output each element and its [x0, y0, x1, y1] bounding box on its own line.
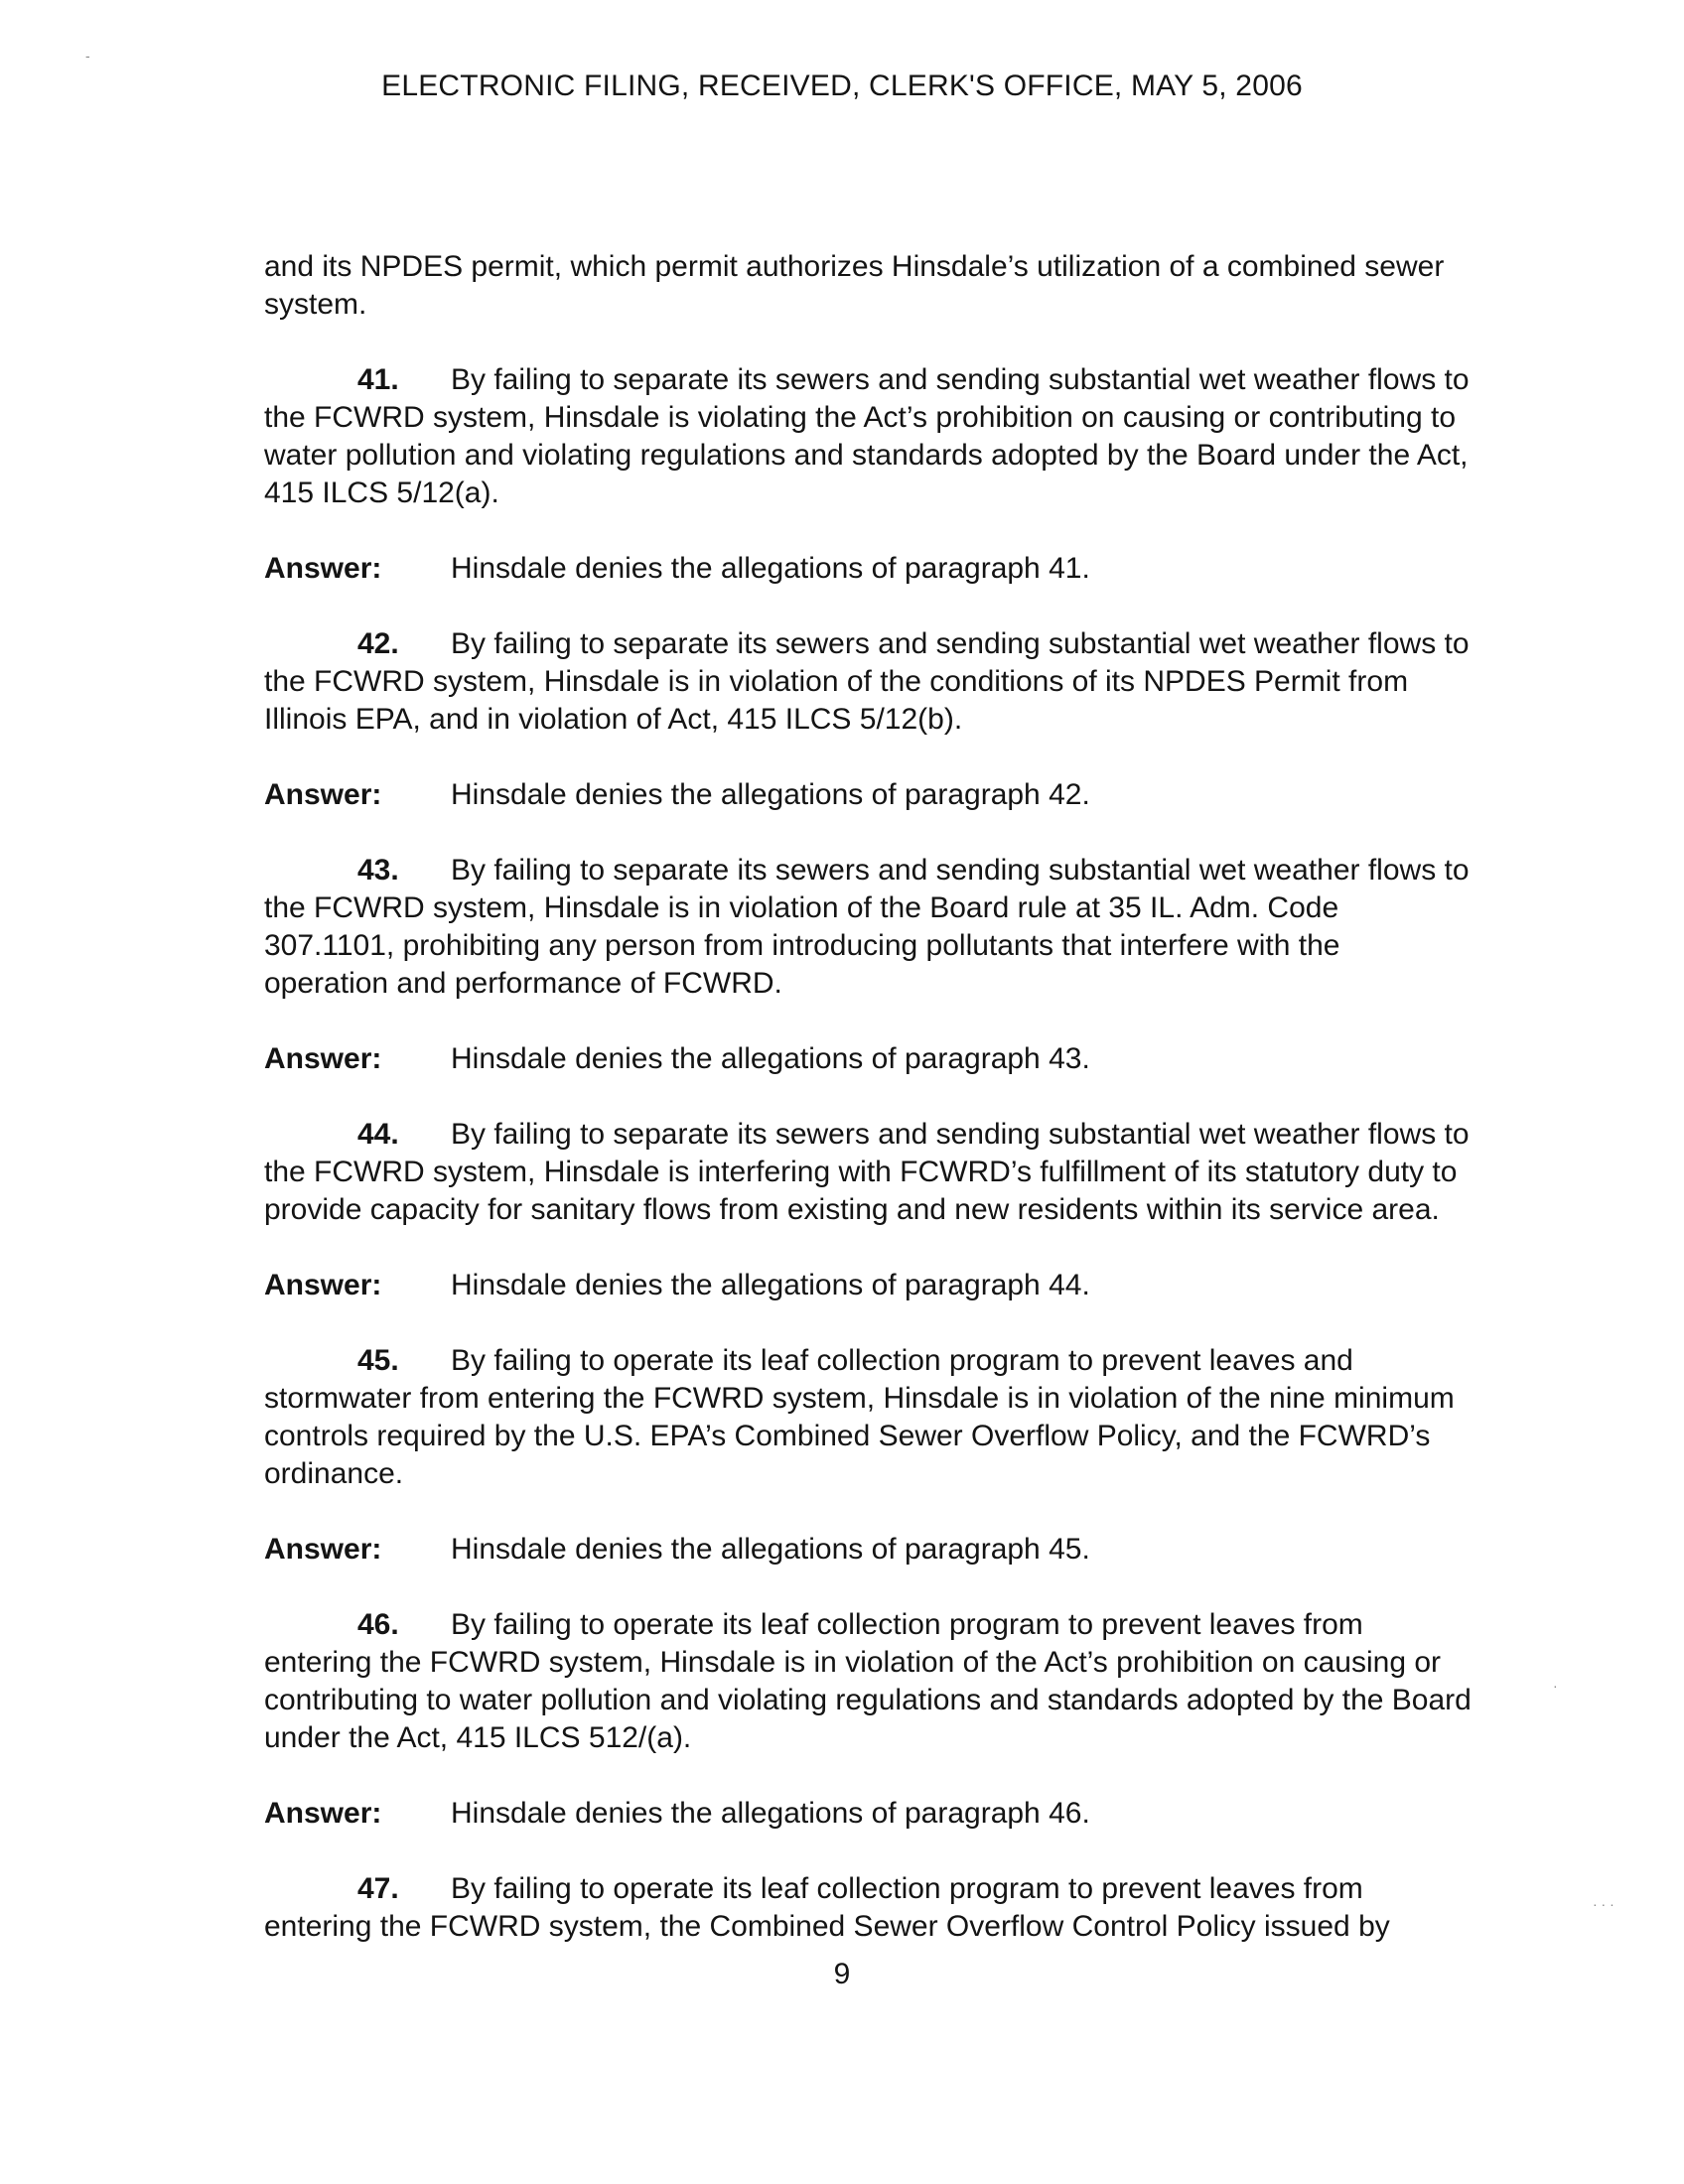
allegation-paragraph-43: [264, 852, 1472, 1003]
answer-text: Hinsdale denies the allegations of paragraph 46.: [451, 1797, 1090, 1830]
paragraph-number: 45.: [357, 1344, 399, 1377]
answer-label: Answer:: [264, 1797, 382, 1830]
answer-42: [264, 776, 1472, 814]
paragraph-number: 41.: [357, 363, 399, 396]
allegation-paragraph-44: [264, 1116, 1472, 1229]
answer-41: [264, 550, 1472, 588]
paragraph-number: 47.: [357, 1872, 399, 1905]
paragraph-text: By failing to separate its sewers and sending substantial wet weather flows to the FCWRD system, Hinsdale is in violation of the conditions of its NPDES Permit from Illinois EPA, and in violation of Act, 415 ILCS 5/12(b).: [264, 627, 1470, 736]
allegation-paragraph-46: [264, 1606, 1472, 1757]
filing-stamp-header: ELECTRONIC FILING, RECEIVED, CLERK'S OFFICE, MAY 5, 2006: [381, 69, 1303, 102]
allegation-paragraph-47: [264, 1870, 1472, 1946]
paragraph-text: By failing to separate its sewers and sending substantial wet weather flows to the FCWRD system, Hinsdale is violating the Act’s prohibition on causing or contributing to water pollution and violating regulations and standards adopted by the Board under the Act, 415 ILCS 5/12(a).: [264, 363, 1470, 509]
paragraph-text: By failing to operate its leaf collection program to prevent leaves from entering the FCWRD system, Hinsdale is in violation of the Act’s prohibition on causing or contributing to water pollution and violating regulations and standards adopted by the Board under the Act, 415 ILCS 512/(a).: [264, 1608, 1472, 1754]
scan-speck: · · ·: [1593, 1896, 1614, 1912]
scan-speck: ·: [1553, 1678, 1558, 1694]
paragraph-number: 42.: [357, 627, 399, 660]
page-number: 9: [833, 1958, 851, 1990]
document-body: [264, 248, 1472, 1983]
paragraph-text: By failing to separate its sewers and sending substantial wet weather flows to the FCWRD system, Hinsdale is interfering with FCWRD’s fulfillment of its statutory duty to provide capacity for sanitary flows from existing and new residents within its service area.: [264, 1118, 1470, 1226]
paragraph-text: By failing to separate its sewers and sending substantial wet weather flows to the FCWRD system, Hinsdale is in violation of the Board rule at 35 IL. Adm. Code 307.1101, prohibiting any person from introducing pollutants that interfere with the operation and performance of FCWRD.: [264, 854, 1470, 1000]
allegation-paragraph-42: [264, 625, 1472, 739]
answer-43: [264, 1040, 1472, 1078]
answer-text: Hinsdale denies the allegations of paragraph 42.: [451, 778, 1090, 811]
answer-label: Answer:: [264, 778, 382, 811]
answer-46: [264, 1795, 1472, 1833]
answer-label: Answer:: [264, 1533, 382, 1566]
answer-label: Answer:: [264, 1269, 382, 1301]
paragraph-number: 43.: [357, 854, 399, 887]
answer-label: Answer:: [264, 1042, 382, 1075]
paragraph-number: 46.: [357, 1608, 399, 1641]
scan-speck: -: [85, 48, 90, 64]
allegation-paragraph-45: [264, 1342, 1472, 1493]
intro-paragraph: and its NPDES permit, which permit authorizes Hinsdale’s utilization of a combined sewer system.: [264, 250, 1445, 321]
paragraph-text: By failing to operate its leaf collection program to prevent leaves and stormwater from entering the FCWRD system, Hinsdale is in violation of the nine minimum controls required by the U.S. EPA’s Combined Sewer Overflow Policy, and the FCWRD’s ordinance.: [264, 1344, 1455, 1490]
paragraph-number: 44.: [357, 1118, 399, 1151]
answer-45: [264, 1531, 1472, 1569]
answer-text: Hinsdale denies the allegations of paragraph 43.: [451, 1042, 1090, 1075]
answer-text: Hinsdale denies the allegations of paragraph 41.: [451, 552, 1090, 585]
answer-label: Answer:: [264, 552, 382, 585]
answer-44: [264, 1267, 1472, 1304]
answer-text: Hinsdale denies the allegations of paragraph 44.: [451, 1269, 1090, 1301]
allegation-paragraph-41: [264, 361, 1472, 512]
paragraph-text: By failing to operate its leaf collection program to prevent leaves from entering the FCWRD system, the Combined Sewer Overflow Control Policy issued by: [264, 1872, 1390, 1943]
answer-text: Hinsdale denies the allegations of paragraph 45.: [451, 1533, 1090, 1566]
